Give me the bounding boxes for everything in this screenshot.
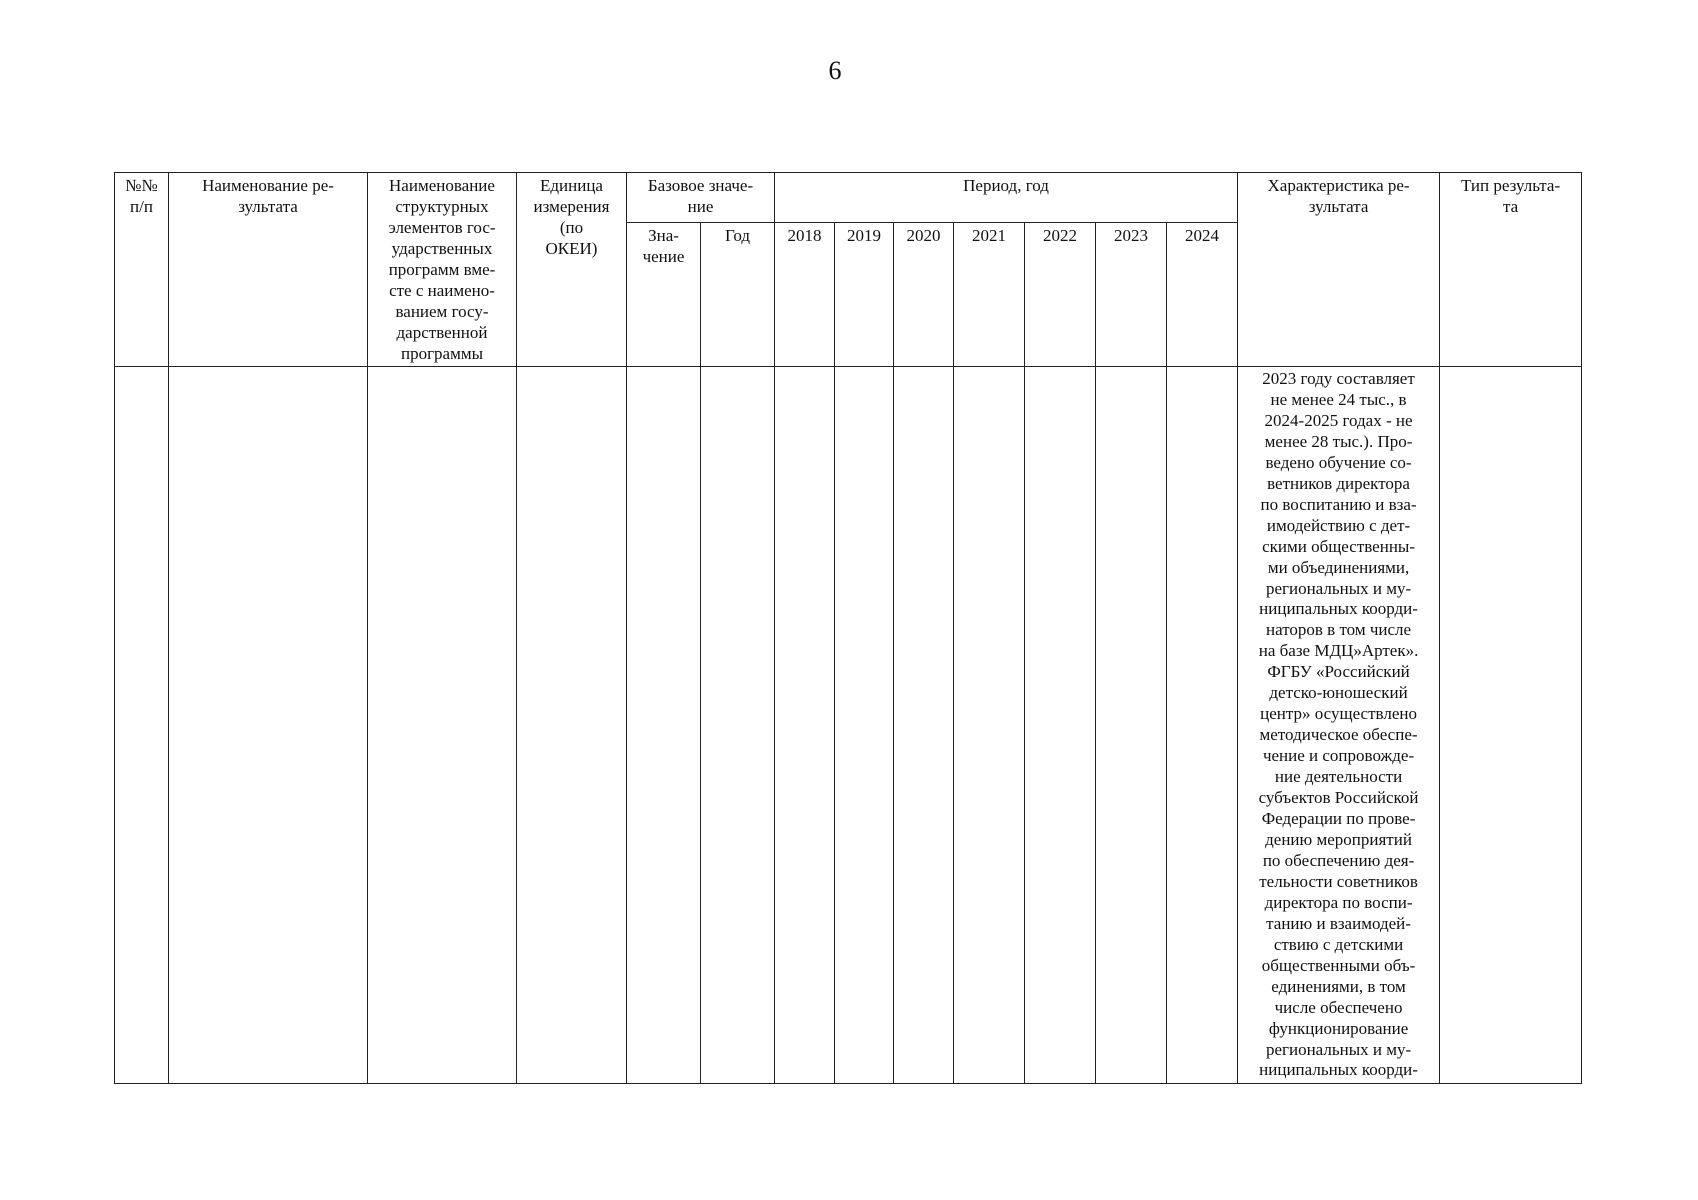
header-num: №№ п/п [115, 173, 169, 367]
header-year-2023: 2023 [1096, 223, 1167, 367]
results-table [114, 172, 1582, 1084]
header-base-value-year: Год [701, 223, 775, 367]
header-base-value: Базовое значе- ние [627, 173, 775, 223]
header-row-1 [115, 173, 1582, 223]
header-year-2019: 2019 [835, 223, 894, 367]
header-year-2018: 2018 [775, 223, 835, 367]
cell-characteristic: 2023 году составляет не менее 24 тыс., в 2024-2025 годах - не менее 28 тыс.). Про- ведено обучение со- ветников директора по воспитанию и вза- имодействию с дет- скими общественны- ми объединениями, региональных и му- ниципальных коорди- наторов в том числе на базе МДЦ»Артек». ФГБУ «Российский детско-юношеский центр» осуществлено методическое обеспе- чение и сопровожде- ние деятельности субъектов Российской Федерации по прове- дению мероприятий по обеспечению дея- тельности советников директора по воспи- танию и взаимодей- ствию с детскими общественными объ- единениями, в том числе обеспечено функционирование региональных и му- ниципальных коорди- [1238, 367, 1440, 1084]
header-year-2021: 2021 [954, 223, 1025, 367]
cell-2018 [775, 367, 835, 1084]
header-characteristic: Характеристика ре- зультата [1238, 173, 1440, 367]
cell-2020 [894, 367, 954, 1084]
cell-2019 [835, 367, 894, 1084]
cell-result-type [1440, 367, 1582, 1084]
cell-base-value [627, 367, 701, 1084]
cell-2021 [954, 367, 1025, 1084]
header-period: Период, год [775, 173, 1238, 223]
header-year-2020: 2020 [894, 223, 954, 367]
cell-num [115, 367, 169, 1084]
header-year-2022: 2022 [1025, 223, 1096, 367]
header-result-type: Тип результа- та [1440, 173, 1582, 367]
cell-unit [517, 367, 627, 1084]
header-base-value-value: Зна- чение [627, 223, 701, 367]
cell-2022 [1025, 367, 1096, 1084]
cell-2023 [1096, 367, 1167, 1084]
header-structural-elements: Наименование структурных элементов гос- ударственных программ вме- сте с наимено- ванием госу- дарственной программы [368, 173, 517, 367]
header-year-2024: 2024 [1167, 223, 1238, 367]
cell-structural-elements [368, 367, 517, 1084]
cell-base-year [701, 367, 775, 1084]
table-row [115, 367, 1582, 1084]
header-result-name: Наименование ре- зультата [169, 173, 368, 367]
header-unit: Единица измерения (по ОКЕИ) [517, 173, 627, 367]
cell-result-name [169, 367, 368, 1084]
cell-2024 [1167, 367, 1238, 1084]
page-number: 6 [828, 56, 842, 85]
